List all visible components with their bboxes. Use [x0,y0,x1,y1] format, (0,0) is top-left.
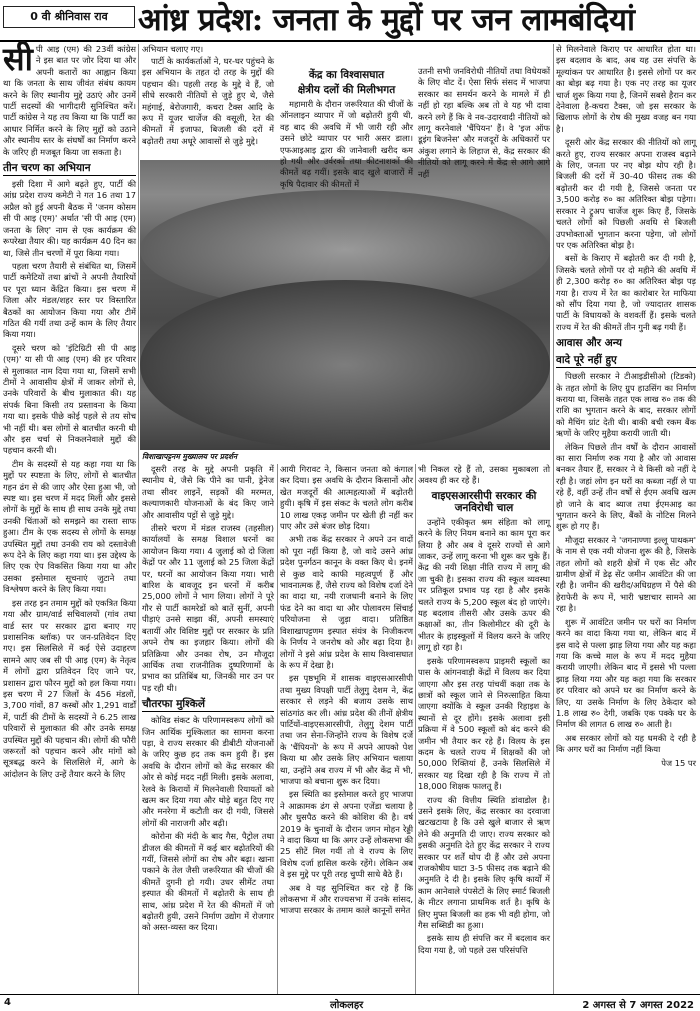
column-4-upper [418,66,550,179]
paragraph: पिछली सरकार ने टीआइडीसीओ (टिडको) के तहत लोगों के लिए ग्रुप हाउसिंग का निर्माण कराया था, जिसके तहत एक लाख रु० तक की राशि का भुगतान करने के बाद, सरकार लोगों को मैचिंग ग्रांट देती थी। बाकी बची रकम बैंक ऋणों के जरिए मुहैया करायी जाती थी। [556,371,696,439]
paragraph: कोविड संकट के परिणामस्वरूप लोगों को जिन आर्थिक मुश्किलात का सामना करना पड़ा, वे राज्य सरकार की डीबीटी योजनाओं के जरिए कुछ हद तक कम हुयी हैं। इस अवधि के दौरान लोगों को केंद्र सरकार की ओर से कोई मदद नहीं मिली। इसके अलावा, रेलवे के किरायों में मिलनेवाली रियायतों को खत्म कर दिया गया और थोड़े बहुत दिए गए और मनरेगा में कटौती कर दी गयी, जिससे लोगों की नाराजगी और बढ़ी। [142,715,274,828]
column-5 [556,44,696,994]
paragraph: उतनी सभी जनविरोधी नीतियों तथा विधेयकों के लिए वोट दें। ऐसा सिर्फ संसद में भाजपा सरकार का समर्थन करने के मामले में ही नहीं हो रहा बल्कि अब तो वे यह भी दावा करने लगे हैं कि वे नव-उदारवादी नीतियों को लागू करनेवाले 'चैंपियन' हैं। वे 'इज ऑफ डूइंग बिजनेस' और मजदूरों के अधिकारों पर अंकुश लगाने के लिहाज से, केंद्र सरकार की नीतियों को लागू करने में केंद्र से आगे आगे नहीं [418,66,550,179]
paragraph: कोरोना की मंदी के बाद गैस, पैट्रोल तथा डीजल की कीमतों में कई बार बढ़ोतरियों की गयीं, जिससे लोगों का रोष और बढ़ा। खाना पकाने के तेल जैसी जरूरियात की चीजों की कीमतें दुगनी हो गयी। उधर सीमेंट तथा इस्पात की कीमतों में बढ़ोतरी के साथ ही साथ, आंध्र प्रदेश में रेत की कीमतों में जो बढ़ोतरी हुयी, उसने निर्माण उद्योग में रोजगार को अस्त-व्यस्त कर दिया। [142,831,274,933]
column-divider [553,44,554,994]
paragraph: पहला चरण तैयारी से संबंधित था, जिसमें पार्टी कमेटियों तथा ब्रांचों ने अपनी तैयारियों पर पूरा ध्यान केंद्रित किया। इस चरण में जिला और मंडल/शहर स्तर पर विस्तारित बैठकों का आयोजन किया गया और टीमें गठित की गयीं तथा उन्हें काम के लिए तैयार किया गया। [3,260,136,340]
headline: आंध्र प्रदेश: जनता के मुद्दों पर जन लामबंदियां [138,2,635,38]
subheading-difficulties: चौतरफा मुश्किलें [142,698,274,712]
paragraph: आयी गिरावट ने, किसान जनता को कंगाल कर दिया। इस अवधि के दौरान किसानों और खेत मजदूरों की आत्महत्याओं में बढ़ोतरी हुयी। कृषि में इस संकट के चलते लोग करीब 10 लाख एकड़ जमीन पर खेती ही नहीं कर पाए और उसे बंजर छोड़ दिया। [280,464,413,532]
paragraph: इस पृष्ठभूमि में शासक वाइएसआरसीपी तथा मुख्य विपक्षी पार्टी तेलुगु देशम ने, केंद्र सरकार से लड़ने की बजाय उसके साथ सांठगांठ कर ली। आंध्र प्रदेश की तीनों क्षेत्रीय पार्टियों-वाइएसआरसीपी, तेलुगु देशम पार्टी तथा जन सेना-जिन्होंने राज्य के विशेष दर्जे के 'चैंपियनों' के रूप में अपने आपको पेश किया था और उसके लिए अभियान चलाया था, उन्होंने अब राज्य में भी और केंद्र में भी, भाजपा को बचाना शुरू कर दिया। [280,673,413,786]
subheading-betrayal: केंद्र का विश्वासघात [308,69,385,81]
column-2-lower [142,464,274,994]
paragraph: इसके साथ ही संपत्ति कर में बदलाव कर दिया गया है, जो पहले उस परिसंपत्ति [418,933,550,955]
paragraph: टीम के सदस्यों से यह कहा गया था कि मुद्दों पर स्पष्टता के लिए, लोगों से बातचीत गहन ढंग से की जाए और ऐसा हुआ भी, जो स्पष्ट था। इस चरण में मदद मिली और इससे लोगों के मुद्दों के साथ ही साथ उनके मुद्दे तथा उनकी चिंताओं को समझने का रास्ता साफ हुआ। टीम के एक सदस्य से लोगों के समक्ष उपस्थित मुद्दों तथा उनकी राय को दस्तावेजी रूप देने के लिए कहा गया था। इस उद्देश्य के लिए एक ऐप विकसित किया गया था और उसका इस्तेमाल सूचनाएं जुटाने तथा विश्लेषण करने के लिए किया गया। [3,458,136,595]
column-divider [277,464,278,994]
page-number: 4 [4,997,11,1008]
paragraph: पार्टी के कार्यकर्ताओं ने, घर-घर पहुंचने के इस अभियान के तहत दो तरह के मुद्दों की पहचान की। पहली तरह के मुद्दे वे हैं, जो सीधे सरकारी नीतियों से जुड़े हुए थे, जैसे महंगाई, बेरोजगारी, कचरा टैक्स आदि के रूप में यूजर चार्जेज की वसूली, रेत की कीमतों में इजाफा, बिजली की दरों में बढ़ोतरी तथा अधूरे आवासों से जुड़े मुद्दे। [142,56,274,146]
paragraph: अब वे यह सुनिश्चित कर रहे हैं कि लोकसभा में और राज्यसभा में उनके सांसद, भाजपा सरकार के तमाम काले कानूनों समेत [280,882,413,916]
subheading-antipeople: जनविरोधी चाल [454,501,514,514]
byline: 0 वी श्रीनिवास राव [3,6,135,28]
paragraph: अब सरकार लोगों को यह धमकी दे रही है कि अगर घरों का निर्माण नहीं किया [556,732,696,755]
paragraph: इसी दिशा में आगे बढ़ते हुए, पार्टी की आंध्र प्रदेश राज्य कमेटी ने गत 16 तथा 17 अप्रैल को हुई अपनी बैठक में 'जनम कोसम सी पी आइ (एम)' अर्थात 'सी पी आइ (एम) जनता के लिए' नाम से एक कार्यक्रम की रूपरेखा तैयार की। यह कार्यक्रम 40 दिन का था, जिसे तीन चरणों में पूरा किया गया। [3,179,136,258]
paragraph: महामारी के दौरान जरूरियात की चीजों के ऑनलाइन व्यापार में जो बढ़ोतरी हुयी थी, वह बाद की अवधि में भी जारी रही और उसने छोटे व्यापार पर भारी असर डाला। एफआइआइ द्वारा की जानेवाली खरीद कम हो गयी और उर्वरकों तथा कीटनाशकों की कीमतें बढ़ गयीं। इसके बाद खुले बाजारों में कृषि पैदावार की कीमतों में [280,99,413,189]
paragraph: दूसरी ओर केंद्र सरकार की नीतियों को लागू करते हुए, राज्य सरकार अपना राजस्व बढ़ाने के लिए, जनता पर नए बोझ थोप रही है। बिजली की दरों में 30-40 फीसद तक की बढ़ोतरी कर दी गयी है, जिससे जनता पर 3,500 करोड़ रु० का अतिरिक्त बोझ पड़ेगा। सरकार ने ट्रूअप चार्जेज शुरू किए हैं, जिसके चलते लोगों को पिछली अवधि से बिजली उपभोक्ताओं भुगतान करना पड़ेगा, जो लोगों पर एक अतिरिक्त बोझ है। [556,137,696,250]
paragraph: भी निकल रहे हैं तो, उसका मुकाबला तो अवश्य ही कर रहे हैं। [418,464,550,486]
column-3-lower [280,464,413,994]
continued-on-page: पेज 15 पर [661,757,696,768]
paragraph: अभी तक केंद्र सरकार ने अपने उन वादों को पूरा नहीं किया है, जो वादे उसने आंध्र प्रदेश पुनर्गठन कानून के वक्त किए थे। इनमें से कुछ वादे काफी महत्वपूर्ण हैं और भावनात्मक हैं, जैसे राज्य को विशेष दर्जा देने का वादा था, नयी राजधानी बनाने के लिए फंड देने का वादा था और पोलावरम सिंचाई परियोजना से जुड़ा वादा। प्रतिष्ठित विशाखापट्टणम इस्पात संयंत्र के निजीकरण के निर्णय ने जनरोष को और बढ़ा दिया है। लोगों ने इसे आंध्र प्रदेश के साथ विश्वासघात के रूप में देखा है। [280,534,413,670]
subheading-housing: आवास और अन्य [556,337,622,350]
subheading-collusion: क्षेत्रीय दलों की मिलीभगत [297,84,396,96]
paragraph: तीसरे चरण में मंडल राजस्व (तहसील) कार्यालयों के समक्ष विशाल धरनों का आयोजन किया गया। 4 जुलाई को दो जिला केंद्रों पर और 11 जुलाई को 25 जिला केंद्रों पर, धरनों का आयोजन किया गया। भारी बारिश के बावजूद इन धरनों में करीब 25,000 लोगों ने भाग लिया। लोगों ने पूरे गौर से पार्टी कामरेडों को बातें सुनीं, अपनी पीड़ाएं उनसे साझा कीं, अपनी समस्याएं बतायीं और विशिष्ट मुद्दों पर सरकार के प्रति अपने रोष का इजहार किया। लोगों की प्रतिक्रिया और उनका रोष, उन मौजूदा आर्थिक तथा राजनीतिक दुष्परिणामों के प्रभाव का प्रतिबिंब था, जिनकी मार उन पर पड़ रही थी। [142,523,274,693]
subheading-three-phase: तीन चरण का अभियान [3,162,136,176]
column-2-upper [142,56,274,158]
paragraph: इस तरह इन तमाम मुद्दों को एकत्रित किया गया और ग्राम/वार्ड सचिवालयों (गांव तथा वार्ड स्तर पर सरकार द्वारा बनाए गए प्रशासनिक ब्लॉक) पर जन-प्रतिवेदन दिए गए। इस सिलसिले में कई ऐसे उदाहरण सामने आए जब सी पी आइ (एम) के नेतृत्व में लोगों द्वारा प्रतिवेदन दिए जाने पर, प्रशासन द्वारा फौरन मुद्दों को हल किया गया। इस चरण में 27 जिलों के 456 मंडलों, 3,700 गांवों, 87 कस्बों और 1,291 वार्डों में, पार्टी की टीमों के सदस्यों ने 6.25 लाख परिवारों से मुलाकात की और उनके समक्ष उपस्थित मुद्दों की पहचान की। लोगों की फौरी जरूरतों को पहचान करने और मांगों को सूत्रबद्ध करने के सिलसिले में, आगे के आंदोलन के लिए उन्हें तैयार करने के लिए [3,597,136,779]
publication-name: लोकलहर [330,1000,364,1011]
paragraph: राज्य की वित्तीय स्थिति डांवाडोल है। उसने इसके लिए, केंद्र सरकार का दरवाजा खटखटाया है कि उसे खुले बाजार से ऋण लेने की अनुमति दी जाए। राज्य सरकार को इसकी अनुमति देते हुए केंद्र सरकार ने राज्य सरकार पर शर्तें थोप दी हैं और उसे अपना राजकोषीय घाटा 3-5 फीसद तक बढ़ाने की अनुमति दे दी है। इसके लिए कृषि कार्यों में काम आनेवाले पंपसेटों के लिए स्मार्ट बिजली के मीटर लगाना प्राथमिक शर्त है। कृषि के लिए मुफ्त बिजली का हक भी वही होगा, जो गैस सब्सिडी का हुआ। [418,794,550,931]
column-3-upper [280,66,413,189]
column-1 [3,40,136,994]
paragraph: अभियान चलाए गए। [142,44,204,54]
paragraph: दूसरी तरह के मुद्दे अपनी प्रकृति में स्थानीय थे, जैसे कि पीने का पानी, ड्रेनेज तथा सीवर लाइनें, सड़कों की मरम्मत, कल्याणकारी योजनाओं के बंद किए जाने और आवासीय पट्टों से जुड़े मुद्दे। [142,464,274,520]
protest-photo [140,160,550,450]
paragraph: शुरू में आवंटित जमीन पर घरों का निर्माण करने का वादा किया गया था, लेकिन बाद में इस वादे से पल्ला झाड़ लिया गया और यह कहा गया कि कच्चे माल के रूप में मदद मुहैया करायी जाएगी। लेकिन बाद में इससे भी पल्ला झाड़ लिया गया और यह कहा गया कि सरकार हर परिवार को अपने घर का निर्माण करने के लिए, या उसके निर्माण के लिए ठेकेदार को 1.8 लाख रु० देगी, जबकि एक पक्के घर के निर्माण की लागत 6 लाख रु० आती है। [556,616,696,730]
dropcap: सी [3,40,33,78]
paragraph: इस स्थिति का इस्तेमाल करते हुए भाजपा ने आक्रामक ढंग से अपना एजेंडा चलाया है और घुसपैठ करने की कोशिश की है। वर्ष 2019 के चुनावों के दौरान जगन मोहन रेड्डी ने वादा किया था कि अगर उन्हें लोकसभा की 25 सीटें मिल गयीं तो वे राज्य के लिए विशेष दर्जा हासिल करके रहेंगे। लेकिन अब वे इस मुद्दे पर पूरी तरह चुप्पी साधे बैठे हैं। [280,789,413,880]
crowd-shape [140,280,550,450]
issue-date: 2 अगस्त से 7 अगस्त 2022 [582,1000,694,1011]
paragraph: लेकिन पिछले तीन वर्षों के दौरान आवासों का सारा निर्माण रुक गया है और जो आवास बनकर तैयार हैं, सरकार ने वे किसी को नहीं दे रही है। जहां लोग इन घरों का कब्जा नहीं ले पा रहे हैं, वहीं उन्हें तीन वर्षों से ईएम अवधि खत्म हो जाने के बाद ब्याज तथा ईएमआइ का भुगतान करने के लिए, बैंकों के नोटिस मिलने शुरू हो गए हैं। [556,441,696,532]
subheading-ysrcp: वाइएसआरसीपी सरकार की [431,489,537,502]
subheading-promises: वादे पूरे नहीं हुए [556,354,696,368]
column-divider [415,464,416,994]
column-4-lower [418,464,550,994]
paragraph: दूसरे चरण को 'इंटिग्रिटी सी पी आइ (एम)' या सी पी आइ (एम) की हर परिवार से मुलाकात नाम दिया गया था, जिसमें सभी टीमों ने आवासीय क्षेत्रों में जाकर लोगों से, उनके परिवारों के बीच मुलाकात की। यह संपर्क बिना किसी तय प्रस्तावना के किया गया था। इसके पीछे कोई पहले से तय सोच भी नहीं थी। बस लोगों से बातचीत करनी थी और इस चर्चा से निकलनेवाले मुद्दों की पहचान करनी थी। [3,342,136,456]
header-rule [0,40,700,42]
footer-rule [0,994,700,995]
paragraph: उन्होंने एकीकृत श्रम संहिता को लागू करने के लिए नियम बनाने का काम पूरा कर लिया है और अब वे दूसरे राज्यों से आगे जाकर, उन्हें लागू करना भी शुरू कर चुके हैं। केंद्र की नयी शिक्षा नीति राज्य में लागू की जा चुकी है। इसका राज्य की स्कूल व्यवस्था पर प्रतिकूल प्रभाव पड़ रहा है और इसके चलते राज्य के 5,200 स्कूल बंद हो जाएंगे। यह बदलाव तीसरी और उसके ऊपर की कक्षाओं का, तीन किलोमीटर की दूरी के भीतर के हाइस्कूलों में विलय करने के जरिए लागू हो रहा है। [418,516,550,653]
paragraph: मौजूदा सरकार ने 'जगनाण्णा इल्लू पाथकम' के नाम से एक नयी योजना शुरू की है, जिसके तहत लोगों को शहरी क्षेत्रों में एक सेंट और ग्रामीण क्षेत्रों में डेढ़ सेंट जमीन आवंटित की जा रही है। जमीन की खरीद/अधिग्रहण में पैसे की हेराफेरी के रूप में, भारी भ्रष्टाचार सामने आ रहा है। [556,534,696,614]
footer [0,996,700,1011]
paragraph: बसों के किराए में बढ़ोतरी कर दी गयी है, जिसके चलते लोगों पर दो महीने की अवधि में ही 2,300 करोड़ रु० का अतिरिक्त बोझ पड़ गया है। राज्य में रेत का कारोबार रेत माफिया को सौंप दिया गया है, जो ज्यादातर शासक पार्टी के विधायकों के वशवर्ती हैं। इसके चलते राज्य में रेत की कीमतें तीन गुनी बढ़ गयी हैं। [556,253,696,332]
paragraph: इसके परिणामस्वरूप प्राइमरी स्कूलों का पास के आंगनवाड़ी केंद्रों में विलय कर दिया जाएगा और इस तरह पांचवीं कक्षा तक के छात्रों को स्कूल जाने से निरुत्साहित किया जाएगा क्योंकि वे स्कूल उनकी रिहाइश के स्थानों से दूर होंगे। इसके अलावा इसी प्रक्रिया में वे 500 स्कूलों को बंद करने की जमीन भी तैयार कर रहे हैं। विलय के इस कदम के चलते राज्य में शिक्षकों की जो 50,000 रिक्तियां हैं, उनके सिलसिले में सरकार यह दिखा रही है कि राज्य में तो 18,000 शिक्षक फालतू हैं। [418,655,550,792]
paragraph: से मिलनेवाले किराए पर आधारित होता था। इस बदलाव के बाद, अब यह उस संपत्ति के मूल्यांकन पर आधारित है। इससे लोगों पर कर का बोझ बढ़ गया है। एक नए तरह का यूजर चार्ज शुरू किया गया है, जिनमें सबसे हैरान कर देनेवाला है-कचरा टैक्स, जो इस सरकार के खिलाफ लोगों के रोष की मुख्य वजह बन गया है। [556,44,696,134]
lead-paragraph: सीपी आइ (एम) की 23वीं कांग्रेस ने इस बात पर जोर दिया था और अपनी कतारों का आह्वान किया था कि जनता के साथ जीवंत संबंध कायम करने के लिए स्थानीय मुद्दे उठाएं और उनमें पार्टी सदस्यों की भागीदारी सुनिश्चित करें। पार्टी कांग्रेस ने यह तय किया था कि पार्टी का आधार निर्मित करने के लिए मुद्दों को उठाने और स्थानीय स्तर के संघर्षों का निर्माण करने के जरिए ही मजबूत किया जा सकता है। [3,40,136,157]
column-divider [138,44,139,994]
photo-caption: विशाखापट्टनम मुख्यालय पर प्रदर्शन [142,452,238,461]
